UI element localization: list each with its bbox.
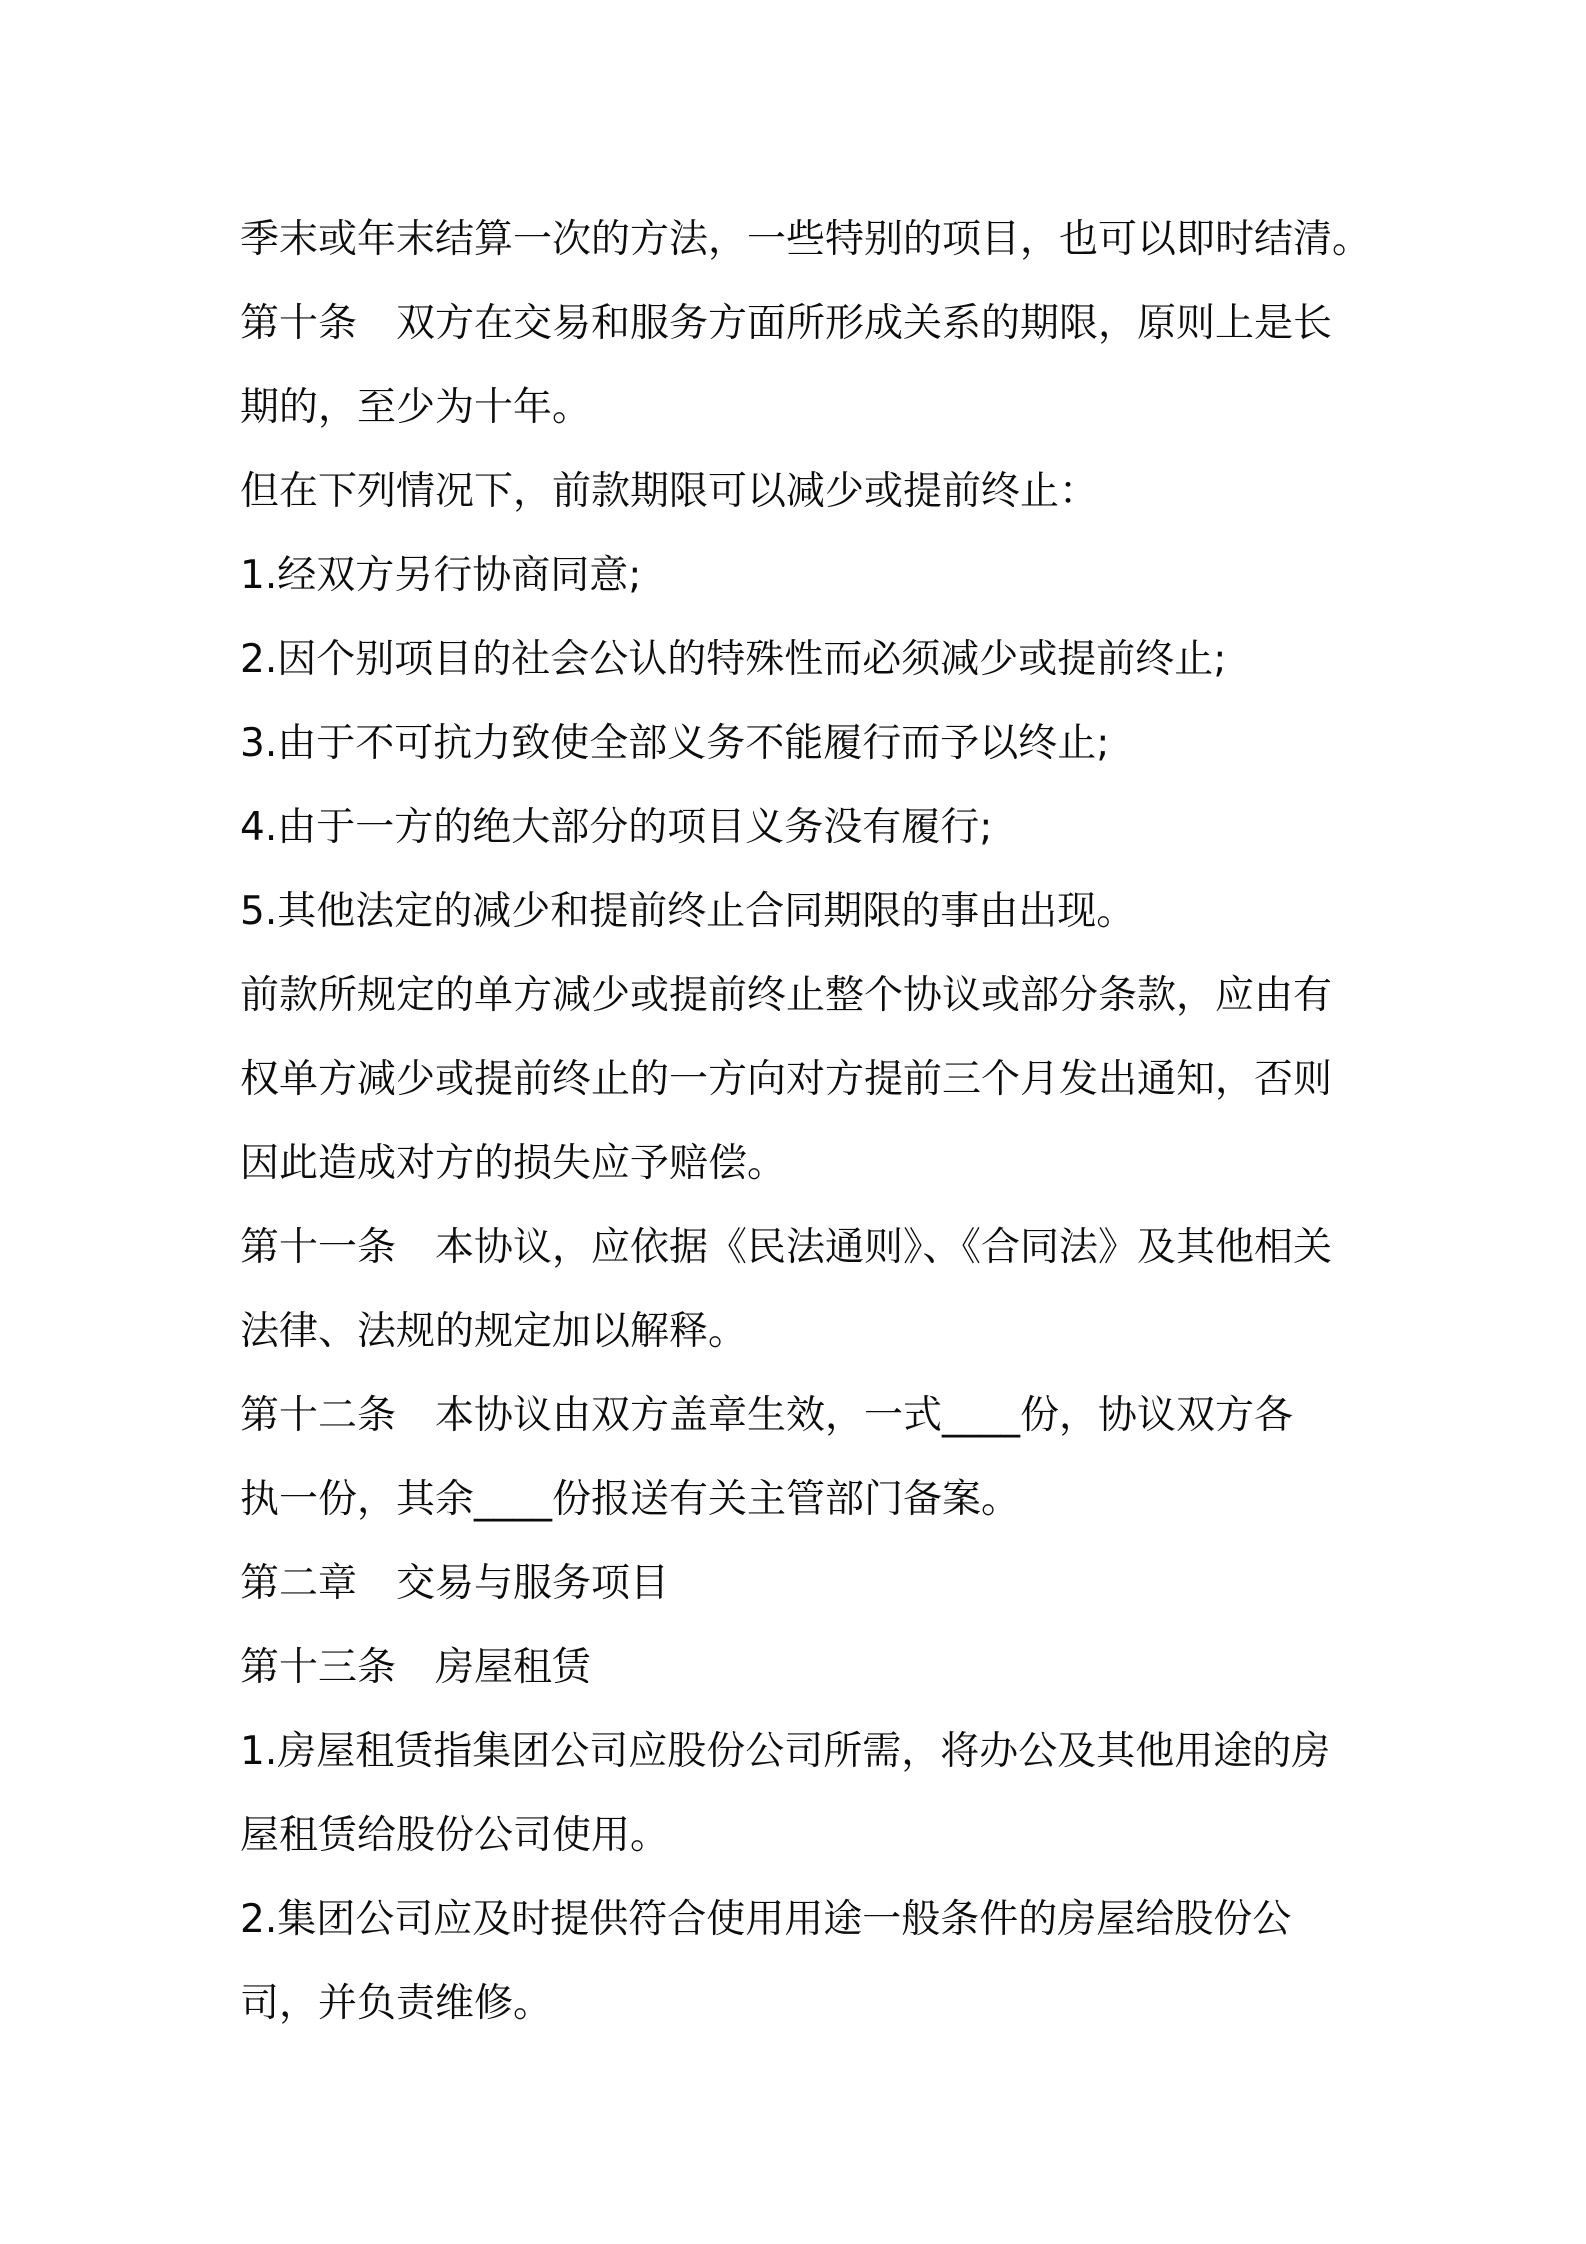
list-item: 2.因个别项目的社会公认的特殊性而必须减少或提前终止; (240, 637, 1227, 682)
text-line: 因此造成对方的损失应予赔偿。 (240, 1141, 787, 1186)
article-10-heading-line: 第十条 双方在交易和服务方面所形成关系的期限，原则上是长 (240, 301, 1333, 346)
list-item: 4.由于一方的绝大部分的项目义务没有履行; (240, 805, 993, 850)
text-line: 前款所规定的单方减少或提前终止整个协议或部分条款，应由有 (240, 973, 1333, 1018)
list-item: 2.集团公司应及时提供符合使用用途一般条件的房屋给股份公 (240, 1897, 1292, 1942)
document-body (240, 198, 1372, 2046)
text-line: 执一份，其余____份报送有关主管部门备案。 (240, 1477, 1021, 1522)
text-line: 但在下列情况下，前款期限可以减少或提前终止： (240, 469, 1099, 514)
text-line: 屋租赁给股份公司使用。 (240, 1813, 670, 1858)
chapter-heading: 第二章 交易与服务项目 (240, 1561, 670, 1606)
list-item: 5.其他法定的减少和提前终止合同期限的事由出现。 (240, 889, 1136, 934)
list-item: 1.经双方另行协商同意; (240, 553, 642, 598)
text-line: 司，并负责维修。 (240, 1981, 553, 2026)
text-line: 期的，至少为十年。 (240, 385, 592, 430)
text-line: 权单方减少或提前终止的一方向对方提前三个月发出通知，否则 (240, 1057, 1333, 1102)
text-line: 季末或年末结算一次的方法，一些特别的项目，也可以即时结清。 (240, 217, 1372, 262)
article-13-heading: 第十三条 房屋租赁 (240, 1645, 592, 1690)
text-line: 法律、法规的规定加以解释。 (240, 1309, 748, 1354)
list-item: 3.由于不可抗力致使全部义务不能履行而予以终止; (240, 721, 1110, 766)
list-item: 1.房屋租赁指集团公司应股份公司所需，将办公及其他用途的房 (240, 1729, 1331, 1774)
article-12-heading-line: 第十二条 本协议由双方盖章生效，一式____份，协议双方各 (240, 1393, 1294, 1438)
article-11-heading-line: 第十一条 本协议，应依据《民法通则》、《合同法》及其他相关 (240, 1225, 1333, 1270)
